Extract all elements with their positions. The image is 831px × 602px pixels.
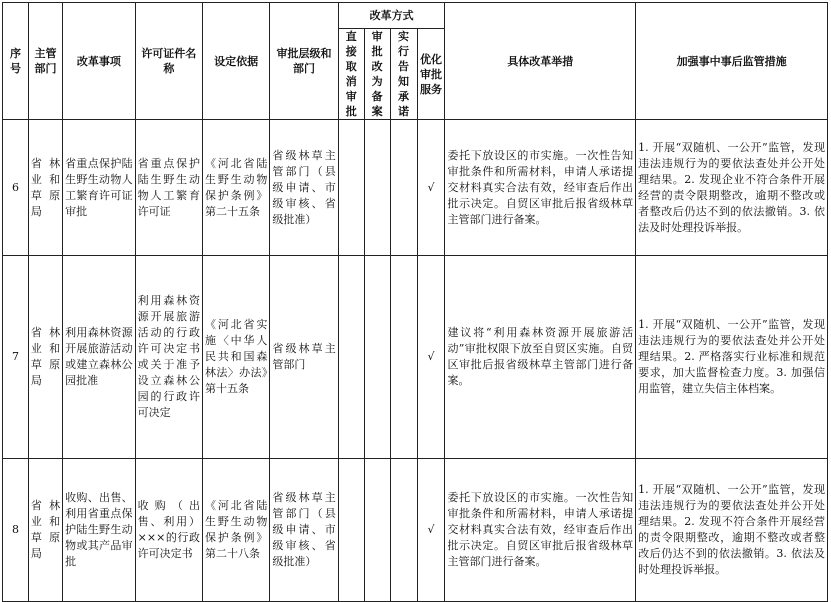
reform-table — [2, 2, 828, 602]
row-check-filing — [364, 256, 390, 459]
header-level: 审批层级和部门 — [270, 3, 338, 120]
row-seq: 8 — [3, 459, 29, 602]
row-license: 省重点保护陆生野生动物人工繁育许可证 — [135, 120, 202, 256]
row-basis: 《河北省陆生野生动物保护条例》第二十八条 — [203, 459, 270, 602]
table-row — [3, 256, 828, 459]
row-level: 省级林草主管部门 — [270, 256, 338, 459]
row-supervision: 1. 开展“双随机、一公开”监管，发现违法违规行为的要依法查处并公开处理结果。2. 发现不符合条件开展经营的责令限期整改，逾期不整改或者整改后仍达不到的依法撤销。3. 依法及时处理投诉举报。 — [636, 459, 828, 602]
row-supervision: 1. 开展“双随机、一公开”监管，发现违法违规行为的要依法查处并公开处理结果。2. 严格落实行业标准和规范要求，加大监督检查力度。3. 加强信用监管，建立失信主体档案。 — [636, 256, 828, 459]
header-supervision: 加强事中事后监管措施 — [636, 3, 828, 120]
header-mode-optimize: 优化审批服务 — [417, 29, 445, 120]
header-license: 许可证件名称 — [135, 3, 202, 120]
row-level: 省级林草主管部门（县级申请、市级审核、省级批准） — [270, 459, 338, 602]
row-item: 收购、出售、利用省重点保护陆生野生动物或其产品审批 — [63, 459, 136, 602]
row-seq: 7 — [3, 256, 29, 459]
row-dept: 省林业和草原局 — [28, 120, 62, 256]
row-check-optimize: √ — [417, 459, 445, 602]
row-check-notify — [390, 256, 417, 459]
row-check-filing — [364, 120, 390, 256]
row-basis: 《河北省实施〈中华人民共和国森林法〉办法》第十五条 — [203, 256, 270, 459]
header-mode-notify: 实行告知承诺 — [390, 29, 417, 120]
row-check-cancel — [338, 256, 364, 459]
header-mode-filing: 审批改为备案 — [364, 29, 390, 120]
row-item: 省重点保护陆生野生动物人工繁育许可证审批 — [63, 120, 136, 256]
header-measures: 具体改革举措 — [445, 3, 636, 120]
row-check-notify — [390, 459, 417, 602]
table-row — [3, 120, 828, 256]
row-dept: 省林业和草原局 — [28, 256, 62, 459]
header-dept: 主管部门 — [28, 3, 62, 120]
row-license: 收购（出售、利用）×××的行政许可决定书 — [135, 459, 202, 602]
row-license: 利用森林资源开展旅游活动的行政许可决定书或关于准予设立森林公园的行政许可决定 — [135, 256, 202, 459]
row-check-cancel — [338, 120, 364, 256]
row-check-notify — [390, 120, 417, 256]
header-item: 改革事项 — [63, 3, 136, 120]
header-mode-cancel: 直接取消审批 — [338, 29, 364, 120]
table-row — [3, 459, 828, 602]
row-check-filing — [364, 459, 390, 602]
row-supervision: 1. 开展“双随机、一公开”监管，发现违法违规行为的要依法查处并公开处理结果。2. 发现企业不符合条件开展经营的责令限期整改，逾期不整改或者整改后仍达不到的依法撤销。3. 依法及时处理投诉举报。 — [636, 120, 828, 256]
row-measures: 委托下放设区的市实施。一次性告知审批条件和所需材料，申请人承诺提交材料真实合法有效，经审查后作出批示决定。自贸区审批后报省级林草主管部门进行备案。 — [445, 459, 636, 602]
row-check-optimize: √ — [417, 256, 445, 459]
header-reform-mode: 改革方式 — [338, 3, 445, 29]
header-basis: 设定依据 — [203, 3, 270, 120]
row-seq: 6 — [3, 120, 29, 256]
row-dept: 省林业和草原局 — [28, 459, 62, 602]
row-item: 利用森林资源开展旅游活动或建立森林公园批准 — [63, 256, 136, 459]
row-measures: 建议将“利用森林资源开展旅游活动”审批权限下放至自贸区实施。自贸区审批后报省级林草主管部门进行备案。 — [445, 256, 636, 459]
header-seq: 序号 — [3, 3, 29, 120]
row-check-cancel — [338, 459, 364, 602]
row-basis: 《河北省陆生野生动物保护条例》第二十五条 — [203, 120, 270, 256]
row-level: 省级林草主管部门（县级申请、市级审核、省级批准） — [270, 120, 338, 256]
row-check-optimize: √ — [417, 120, 445, 256]
row-measures: 委托下放设区的市实施。一次性告知审批条件和所需材料，申请人承诺提交材料真实合法有效，经审查后作出批示决定。自贸区审批后报省级林草主管部门进行备案。 — [445, 120, 636, 256]
